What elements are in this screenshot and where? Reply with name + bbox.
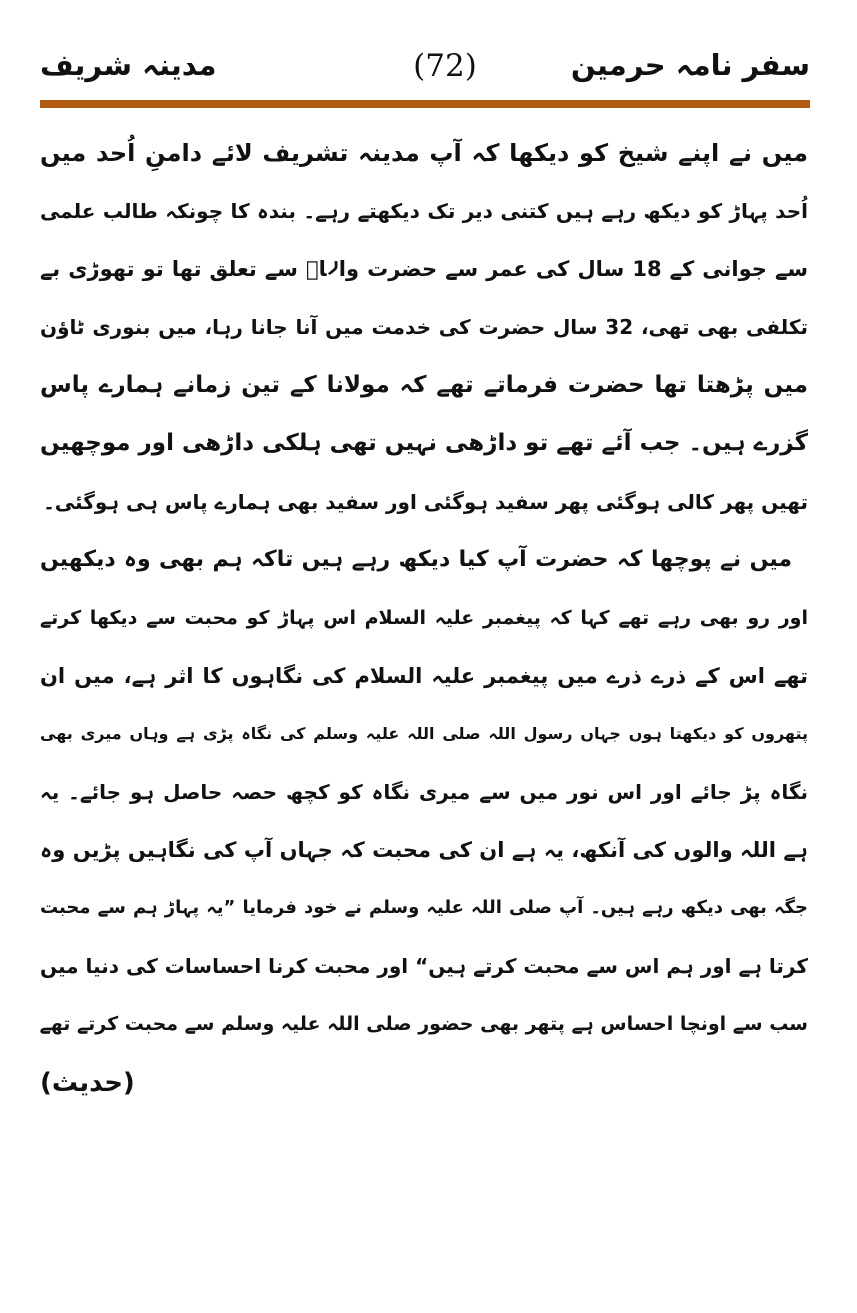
text-line: نگاہ پڑ جائے اور اس نور میں سے میری نگاہ کو کچھ حصہ حاصل ہو جائے۔ یہ — [40, 780, 808, 805]
text-line: کرتا ہے اور ہم اس سے محبت کرتے ہیں“ اور محبت کرنا احساسات کی دنیا میں — [40, 954, 808, 979]
page-number: (72) — [413, 48, 477, 84]
text-line: ہے اللہ والوں کی آنکھ، یہ ہے ان کی محبت کہ جہاں آپ کی نگاہیں پڑیں وہ — [40, 838, 808, 863]
text-line: سب سے اونچا احساس ہے پتھر بھی حضور صلی اللہ علیہ وسلم سے محبت کرتے تھے — [40, 1013, 808, 1036]
text-line: سے جوانی کے 18 سال کی عمر سے حضرت والاؒ سے تعلق تھا تو تھوڑی بے — [40, 257, 808, 282]
text-line: پتھروں کو دیکھتا ہوں جہاں رسول اللہ صلی اللہ علیہ وسلم کی نگاہ پڑی ہے وہاں میری بھی — [40, 723, 808, 743]
page-header — [40, 48, 810, 98]
text-line: اور رو بھی رہے تھے کہا کہ پیغمبر علیہ السلام اس پہاڑ کو محبت سے دیکھا کرتے — [40, 606, 808, 629]
header-divider — [40, 100, 810, 108]
text-line: تھیں پھر کالی ہوگئی پھر سفید ہوگئی اور سفید بھی ہمارے پاس ہی ہوگئی۔ — [43, 489, 808, 514]
text-line: میں نے اپنے شیخ کو دیکھا کہ آپ مدینہ تشریف لائے دامنِ اُحد میں — [40, 139, 808, 167]
text-line: تکلفی بھی تھی، 32 سال حضرت کی خدمت میں آنا جانا رہا، میں بنوری ٹاؤن — [40, 315, 808, 340]
text-line: اُحد پہاڑ کو دیکھ رہے ہیں کتنی دیر تک دیکھتے رہے۔ بندہ کا چونکہ طالب علمی — [40, 199, 808, 224]
hadith-reference: (حدیث) — [40, 1067, 135, 1098]
text-line: میں پڑھتا تھا حضرت فرماتے تھے کہ مولانا کے تین زمانے ہمارے پاس — [40, 372, 808, 399]
section-title: مدینہ شریف — [40, 48, 217, 82]
text-line: تھے اس کے ذرے ذرے میں پیغمبر علیہ السلام کی نگاہوں کا اثر ہے، میں ان — [40, 663, 808, 688]
book-title: سفر نامہ حرمین — [570, 48, 810, 82]
text-line: جگہ بھی دیکھ رہے ہیں۔ آپ صلی اللہ علیہ وسلم نے خود فرمایا ”یہ پہاڑ ہم سے محبت — [40, 897, 808, 919]
body-text — [40, 124, 808, 1112]
text-line: میں نے پوچھا کہ حضرت آپ کیا دیکھ رہے ہیں تاکہ ہم بھی وہ دیکھیں — [40, 546, 792, 572]
text-line: گزرے ہیں۔ جب آئے تھے تو داڑھی نہیں تھی ہلکی داڑھی اور موچھیں — [40, 430, 808, 457]
